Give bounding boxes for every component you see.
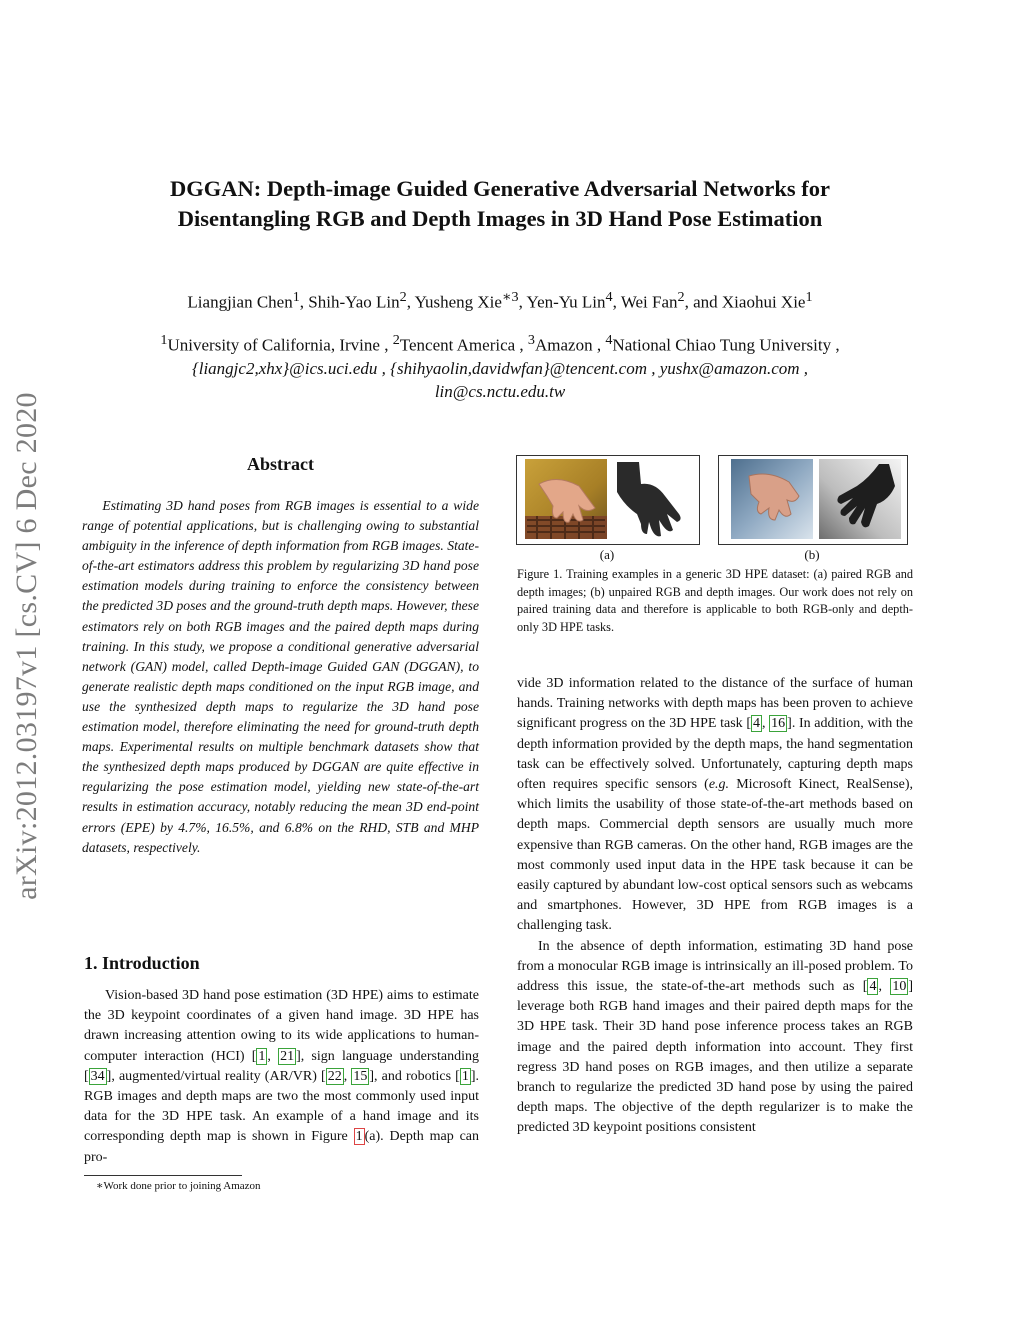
text-run: ]. RGB images and depth maps are two the most commonly used input data for the 3D HPE task. An example of a hand image and its corresponding depth map is shown in Figure — [84, 1068, 479, 1145]
citation-link[interactable]: 15 — [353, 1068, 368, 1084]
citation-link[interactable]: 1 — [258, 1048, 266, 1064]
right-paragraph-2: In the absence of depth information, estimating 3D hand pose from a monocular RGB image is intrinsically an ill-posed problem. To address this issue, the state-of-the-art methods such as [ 4 , 10 ] leverage both RGB hand images and their paired depth maps for the 3D HPE task. Their 3D hand pose inference process takes an RGB image and the paired depth information into account. They first regress 3D hand poses on RGB images, and then utilize a separate branch to regularize the predicted 3D hand pose by using the paired depth maps. The objective of the depth regularizer is to make the predicted 3D keypoint positions consistent — [517, 938, 914, 1136]
affiliation-line — [80, 329, 920, 357]
text-run: ], sign language understanding [ — [84, 1048, 479, 1084]
author-name: Liangjian Chen — [187, 292, 293, 312]
citation-link[interactable]: 16 — [771, 716, 786, 732]
author-sup: 1 — [292, 289, 300, 305]
email-addresses: {liangjc2,xhx}@ics.uci.edu , {shihyaolin,davidwfan}@tencent.com , yushx@amazon.com , — [191, 358, 809, 378]
figure-panel-b — [718, 455, 908, 545]
affil-sup: 3 — [527, 332, 535, 348]
author-name: Xiaohui Xie — [721, 292, 806, 312]
affiliation-tencent: Tencent America , — [399, 335, 524, 355]
figure-ref-link[interactable]: 1 — [355, 1129, 363, 1145]
affil-sup: 4 — [605, 332, 613, 348]
text-run: In the absence of depth information, estimating 3D hand pose from a monocular RGB image is intrinsically an ill-posed problem. To address this issue, the state-of-the-art methods such as [ — [517, 938, 913, 995]
author-list: Liangjian Chen$^1$, Shih-Yao Lin$^2$, Yusheng Xie$^{∗3}$, Yen-Yu Lin$^4$, Wei Fan$^2$, and Xiaohui Xie$^1$ — [187, 289, 813, 312]
author-sup: 4 — [605, 289, 613, 305]
email-line — [80, 357, 920, 380]
title-line-2: Disentangling RGB and Depth Images in 3D Hand Pose Estimation — [177, 206, 823, 231]
text-run: Vision-based 3D hand pose estimation (3D HPE) aims to estimate the 3D keypoint coordinates of a given hand image. 3D HPE has drawn increasing attention owing to its wide applications to human-computer interaction (HCI) [ — [84, 988, 479, 1064]
right-column-body — [517, 674, 913, 1139]
figure-caption: Figure 1. Training examples in a generic 3D HPE dataset: (a) paired RGB and depth images; (b) unpaired RGB and depth images. Our work does not rely on paired training data and therefore is applicable to both RGB-only and depth-only 3D HPE tasks. — [517, 567, 913, 634]
introduction-heading: 1. Introduction — [84, 953, 200, 973]
arxiv-side-identifier — [4, 356, 50, 936]
text-run-italic: e.g. — [708, 777, 730, 793]
affil-sup: 1 — [160, 332, 168, 348]
figure-label-b: (b) — [804, 547, 820, 562]
citation-link[interactable]: 1 — [461, 1068, 469, 1084]
right-paragraph-1: vide 3D information related to the distance of the surface of human hands. Training networks with depth maps has been proven to achieve significant progress on the 3D HPE task [ 4 , 16 ]. In addition, with the depth information provided by the depth maps, the hand segmentation task can be effectively solved. Unfortunately, capturing depth maps often requires specific sensors (e.g. Microsoft Kinect, RealSense), which limits the usability of those state-of-the-art methods based on depth maps. Commercial depth sensors are usually much more expensive than RGB cameras. On the other hand, RGB images are the most commonly used input data in the HPE task because it can be easily captured by abundant low-cost optical sensors such as webcams and smartphones. However, 3D HPE from RGB images is a challenging task. — [517, 676, 913, 934]
email-line-2 — [80, 380, 920, 403]
text-run: ]. In addition, with the depth information provided by the depth maps, the hand segmentation task can be effectively solved. Unfortunately, capturing depth maps often requires specific sensors ( — [517, 716, 913, 793]
citation-link[interactable]: 4 — [753, 716, 761, 732]
text-run: ] leverage both RGB hand images and their paired depth maps for the 3D HPE task. Their 3D hand pose inference process takes an RGB image and the paired depth information into account. They first regress 3D hand poses on RGB images, and then utilize a separate branch to regularize the predicted 3D hand pose by using the paired depth maps. The objective of the depth regularizer is to make the predicted 3D keypoint positions consistent — [517, 979, 914, 1136]
figure-1a-image — [517, 456, 699, 544]
author-name: Yen-Yu Lin — [526, 292, 606, 312]
figure-1b-image — [719, 456, 907, 544]
figure-label-a: (a) — [599, 547, 615, 562]
abstract-text: Estimating 3D hand poses from RGB images is essential to a wide range of potential applications, but is challenging owing to substantial ambiguity in the inference of depth information from RGB images. State-of-the-art estimators address this problem by regularizing 3D hand pose estimation models during training to enforce the consistency between the predicted 3D poses and the ground-truth depth maps. However, these estimators rely on both RGB images and the paired depth maps during training. In this study, we propose a conditional generative adversarial network (GAN) model, called Depth-image Guided GAN (DGGAN), to generate realistic depth maps conditioned on the input RGB image, and use the synthesized depth maps to regularize the 3D hand pose estimation model, therefore eliminating the need for ground-truth depth maps. Experimental results on multiple benchmark datasets show that the synthesized depth maps produced by DGGAN are quite effective in regularizing the pose estimation model, yielding new state-of-the-art results in estimation accuracy, notably reducing the mean 3D end-point errors (EPE) by 4.7%, 16.5%, and 6.8% on the RHD, STB and MHP datasets, respectively. — [82, 498, 479, 855]
figure-panel-a — [516, 455, 700, 545]
author-sup: 2 — [677, 289, 685, 305]
text-run: ], augmented/virtual reality (AR/VR) [ — [106, 1068, 326, 1084]
citation-link[interactable]: 34 — [90, 1068, 105, 1084]
intro-left-column — [84, 986, 479, 1168]
intro-paragraph: Vision-based 3D hand pose estimation (3D HPE) aims to estimate the 3D keypoint coordinates of a given hand image. 3D HPE has drawn increasing attention owing to its wide applications to human-computer interaction (HCI) [ 1 , 21 ], sign language understanding [ 34 ], augmented/virtual reality (AR/VR) [ 22 , 15 ], and robotics [ 1 ]. RGB images and depth maps are two the most commonly used input data for the 3D HPE task. An example of a hand image and its corresponding depth map is shown in Figure 1 (a). Depth map can pro- — [84, 988, 479, 1165]
affiliations — [80, 329, 920, 403]
text-run: (a). Depth map can pro- — [84, 1129, 479, 1165]
citation-link[interactable]: 10 — [892, 979, 907, 995]
text-run: ], and robotics [ — [369, 1068, 460, 1084]
affiliation-nctu: National Chiao Tung University , — [612, 335, 840, 355]
email-address-nctu: lin@cs.nctu.edu.tw — [434, 381, 566, 401]
author-name: Shih-Yao Lin — [308, 292, 400, 312]
affil-sup: 2 — [392, 332, 400, 348]
paper-title — [80, 174, 920, 234]
affiliation-uci: University of California, Irvine , — [167, 335, 389, 355]
abstract-heading: Abstract — [247, 454, 314, 474]
footnote: ∗Work done prior to joining Amazon — [96, 1180, 261, 1192]
author-sup: ∗3 — [501, 289, 519, 305]
author-sup: 2 — [399, 289, 407, 305]
author-name: Wei Fan — [620, 292, 678, 312]
affiliation-amazon: Amazon , — [535, 335, 602, 355]
arxiv-identifier-text: arXiv:2012.03197v1 [cs.CV] 6 Dec 2020 — [10, 392, 43, 900]
title-line-1: DGGAN: Depth-image Guided Generative Adversarial Networks for — [170, 176, 830, 201]
citation-link[interactable]: 22 — [327, 1068, 342, 1084]
text-run: Microsoft Kinect, RealSense), which limits the usability of those state-of-the-art methods based on depth maps. Commercial depth sensors are usually much more expensive than RGB cameras. On the other hand, RGB images are the most commonly used input data in the HPE task because it can be easily captured by abundant low-cost optical sensors such as webcams and smartphones. However, 3D HPE from RGB images is a challenging task. — [517, 777, 913, 934]
citation-link[interactable]: 4 — [869, 979, 877, 995]
citation-link[interactable]: 21 — [280, 1048, 295, 1064]
text-run: vide 3D information related to the distance of the surface of human hands. Training networks with depth maps has been proven to achieve significant progress on the 3D HPE task [ — [517, 676, 913, 732]
author-name: Yusheng Xie — [414, 292, 502, 312]
author-sup: 1 — [805, 289, 813, 305]
footnote-rule — [84, 1175, 242, 1176]
